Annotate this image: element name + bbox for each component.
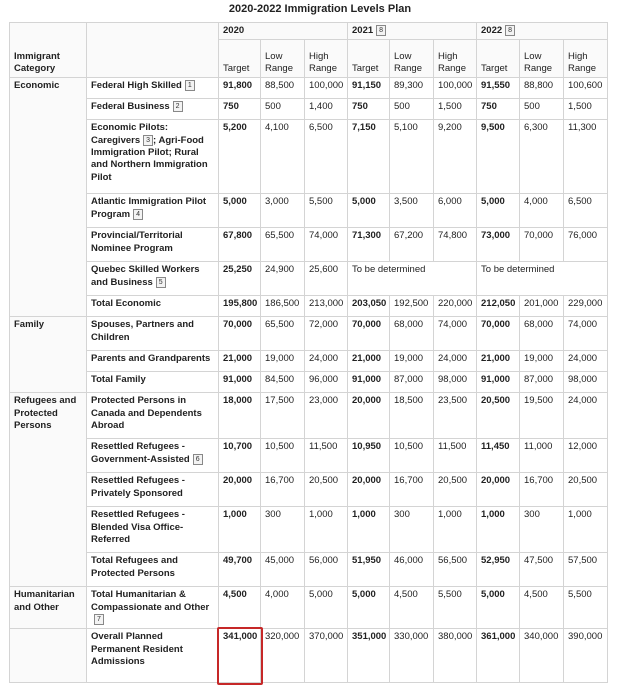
value-cell: 1,400 <box>305 99 348 120</box>
table-row <box>10 194 608 228</box>
table-row <box>10 393 608 439</box>
value-cell: 91,000 <box>477 372 520 393</box>
table-row <box>10 296 608 317</box>
value-cell: 6,300 <box>520 120 564 194</box>
value-cell: 6,500 <box>305 120 348 194</box>
value-cell: 213,000 <box>305 296 348 317</box>
row-label <box>87 553 219 587</box>
value-cell: 5,000 <box>348 587 390 629</box>
row-label <box>87 99 219 120</box>
value-cell: 10,500 <box>390 439 434 473</box>
value-cell: 65,500 <box>261 317 305 351</box>
header-subcolumn: Low Range <box>390 40 434 78</box>
value-cell: 98,000 <box>564 372 608 393</box>
overall-value-cell: 330,000 <box>390 629 434 683</box>
footnote-ref: 4 <box>133 209 143 220</box>
value-cell: 1,000 <box>564 507 608 553</box>
table-row <box>10 351 608 372</box>
value-cell: 5,000 <box>219 194 261 228</box>
value-cell: 1,000 <box>348 507 390 553</box>
overall-value-cell: 390,000 <box>564 629 608 683</box>
header-subcolumn: Target <box>348 40 390 78</box>
row-label <box>87 439 219 473</box>
value-cell: 91,000 <box>348 372 390 393</box>
row-label <box>87 507 219 553</box>
value-cell: 21,000 <box>348 351 390 372</box>
value-cell: 57,500 <box>564 553 608 587</box>
value-cell: 100,600 <box>564 78 608 99</box>
value-cell: 25,600 <box>305 262 348 296</box>
value-cell: 6,000 <box>434 194 477 228</box>
value-cell: 91,800 <box>219 78 261 99</box>
tbd-cell: To be determined <box>348 262 477 296</box>
value-cell: 16,700 <box>390 473 434 507</box>
row-label-text: Quebec Skilled Workers and Business <box>91 264 200 288</box>
value-cell: 21,000 <box>477 351 520 372</box>
value-cell: 5,000 <box>305 587 348 629</box>
row-label <box>87 228 219 262</box>
value-cell: 20,500 <box>564 473 608 507</box>
value-cell: 74,800 <box>434 228 477 262</box>
value-cell: 4,000 <box>520 194 564 228</box>
table-row <box>10 99 608 120</box>
value-cell: 19,000 <box>390 351 434 372</box>
value-cell: 73,000 <box>477 228 520 262</box>
category-cell: Economic <box>10 78 87 317</box>
table-row <box>10 262 608 296</box>
value-cell: 51,950 <box>348 553 390 587</box>
value-cell: 11,300 <box>564 120 608 194</box>
table-row <box>10 439 608 473</box>
value-cell: 76,000 <box>564 228 608 262</box>
header-year <box>219 23 348 40</box>
value-cell: 220,000 <box>434 296 477 317</box>
overall-value-cell: 370,000 <box>305 629 348 683</box>
value-cell: 67,800 <box>219 228 261 262</box>
value-cell: 300 <box>520 507 564 553</box>
footnote-ref: 5 <box>156 277 166 288</box>
row-label-text: Total Family <box>91 374 146 386</box>
value-cell: 20,000 <box>348 473 390 507</box>
table-row <box>10 473 608 507</box>
row-label-text: Spouses, Partners and Children <box>91 319 194 343</box>
footnote-ref: 2 <box>173 101 183 112</box>
value-cell: 4,100 <box>261 120 305 194</box>
value-cell: 7,150 <box>348 120 390 194</box>
value-cell: 74,000 <box>434 317 477 351</box>
value-cell: 46,000 <box>390 553 434 587</box>
value-cell: 89,300 <box>390 78 434 99</box>
year-label: 2021 <box>352 25 374 36</box>
value-cell: 9,200 <box>434 120 477 194</box>
value-cell: 6,500 <box>564 194 608 228</box>
overall-value-cell: 341,000 <box>219 629 261 683</box>
value-cell: 1,000 <box>434 507 477 553</box>
value-cell: 10,500 <box>261 439 305 473</box>
value-cell: 750 <box>477 99 520 120</box>
value-cell: 25,250 <box>219 262 261 296</box>
table-row <box>10 317 608 351</box>
value-cell: 67,200 <box>390 228 434 262</box>
value-cell: 195,800 <box>219 296 261 317</box>
value-cell: 49,700 <box>219 553 261 587</box>
value-cell: 5,200 <box>219 120 261 194</box>
row-label <box>87 473 219 507</box>
value-cell: 201,000 <box>520 296 564 317</box>
value-cell: 70,000 <box>348 317 390 351</box>
value-cell: 1,000 <box>219 507 261 553</box>
value-cell: 9,500 <box>477 120 520 194</box>
value-cell: 500 <box>520 99 564 120</box>
header-year <box>477 23 608 40</box>
value-cell: 4,000 <box>261 587 305 629</box>
table-row <box>10 587 608 629</box>
value-cell: 87,000 <box>390 372 434 393</box>
value-cell: 45,000 <box>261 553 305 587</box>
value-cell: 21,000 <box>219 351 261 372</box>
value-cell: 24,900 <box>261 262 305 296</box>
value-cell: 192,500 <box>390 296 434 317</box>
value-cell: 11,500 <box>305 439 348 473</box>
value-cell: 56,500 <box>434 553 477 587</box>
value-cell: 300 <box>390 507 434 553</box>
value-cell: 91,150 <box>348 78 390 99</box>
category-cell: Humanitarian and Other <box>10 587 87 629</box>
header-subcolumn: Target <box>219 40 261 78</box>
row-label-text: Resettled Refugees - Privately Sponsored <box>91 475 185 499</box>
value-cell: 20,500 <box>477 393 520 439</box>
header-subcolumn: High Range <box>305 40 348 78</box>
value-cell: 65,500 <box>261 228 305 262</box>
value-cell: 68,000 <box>520 317 564 351</box>
overall-value-cell: 380,000 <box>434 629 477 683</box>
value-cell: 300 <box>261 507 305 553</box>
header-year <box>348 23 477 40</box>
header-immigrant-category: Immigrant Category <box>10 23 87 78</box>
value-cell: 68,000 <box>390 317 434 351</box>
row-label <box>87 262 219 296</box>
value-cell: 5,500 <box>305 194 348 228</box>
row-label <box>87 296 219 317</box>
row-label-text: Federal High Skilled <box>91 80 182 92</box>
row-label-text: Total Refugees and Protected Persons <box>91 555 178 579</box>
value-cell: 18,000 <box>219 393 261 439</box>
value-cell: 5,500 <box>434 587 477 629</box>
value-cell: 12,000 <box>564 439 608 473</box>
value-cell: 70,000 <box>520 228 564 262</box>
value-cell: 1,000 <box>477 507 520 553</box>
value-cell: 74,000 <box>564 317 608 351</box>
value-cell: 4,500 <box>520 587 564 629</box>
value-cell: 11,450 <box>477 439 520 473</box>
value-cell: 87,000 <box>520 372 564 393</box>
row-label-text: Federal Business <box>91 101 170 113</box>
table-row <box>10 78 608 99</box>
value-cell: 23,000 <box>305 393 348 439</box>
footnote-ref: 8 <box>376 25 386 36</box>
table-row <box>10 228 608 262</box>
value-cell: 47,500 <box>520 553 564 587</box>
value-cell: 100,000 <box>434 78 477 99</box>
value-cell: 11,000 <box>520 439 564 473</box>
value-cell: 100,000 <box>305 78 348 99</box>
value-cell: 186,500 <box>261 296 305 317</box>
value-cell: 5,100 <box>390 120 434 194</box>
value-cell: 16,700 <box>261 473 305 507</box>
category-cell-empty <box>10 629 87 683</box>
overall-value-cell: 361,000 <box>477 629 520 683</box>
table-title: 2020-2022 Immigration Levels Plan <box>228 3 412 15</box>
value-cell: 20,000 <box>348 393 390 439</box>
row-label <box>87 351 219 372</box>
value-cell: 24,000 <box>434 351 477 372</box>
row-label <box>87 78 219 99</box>
value-cell: 16,700 <box>520 473 564 507</box>
value-cell: 56,000 <box>305 553 348 587</box>
category-cell: Refugees and Protected Persons <box>10 393 87 587</box>
value-cell: 52,950 <box>477 553 520 587</box>
row-label-text: Economic Pilots: Caregivers <box>91 122 169 146</box>
tbd-cell: To be determined <box>477 262 608 296</box>
row-label <box>87 317 219 351</box>
table-row <box>10 120 608 194</box>
value-cell: 23,500 <box>434 393 477 439</box>
footnote-ref: 1 <box>185 80 195 91</box>
value-cell: 24,000 <box>564 393 608 439</box>
table-row <box>10 372 608 393</box>
header-subcolumn: Target <box>477 40 520 78</box>
row-label <box>87 194 219 228</box>
value-cell: 20,500 <box>305 473 348 507</box>
value-cell: 24,000 <box>305 351 348 372</box>
value-cell: 20,000 <box>219 473 261 507</box>
row-label-text-cont: ; Agri-Food Immigration Pilot; Rural and Northern Immigration Pilot <box>91 134 208 183</box>
value-cell: 18,500 <box>390 393 434 439</box>
overall-label: Overall Planned Permanent Resident Admissions <box>87 629 219 683</box>
row-label-text: Protected Persons in Canada and Dependents Abroad <box>91 395 202 432</box>
header-blank <box>87 23 219 78</box>
row-label-text: Total Economic <box>91 298 162 310</box>
value-cell: 72,000 <box>305 317 348 351</box>
value-cell: 203,050 <box>348 296 390 317</box>
row-label <box>87 587 219 629</box>
value-cell: 84,500 <box>261 372 305 393</box>
footnote-ref: 7 <box>94 614 104 625</box>
row-label <box>87 393 219 439</box>
row-label <box>87 372 219 393</box>
value-cell: 750 <box>219 99 261 120</box>
row-label <box>87 120 219 194</box>
table-row-overall <box>10 629 608 683</box>
value-cell: 1,500 <box>564 99 608 120</box>
header-subcolumn: High Range <box>434 40 477 78</box>
value-cell: 212,050 <box>477 296 520 317</box>
value-cell: 20,500 <box>434 473 477 507</box>
header-subcolumn: High Range <box>564 40 608 78</box>
value-cell: 4,500 <box>219 587 261 629</box>
value-cell: 750 <box>348 99 390 120</box>
value-cell: 70,000 <box>219 317 261 351</box>
value-cell: 11,500 <box>434 439 477 473</box>
value-cell: 5,500 <box>564 587 608 629</box>
value-cell: 88,500 <box>261 78 305 99</box>
value-cell: 96,000 <box>305 372 348 393</box>
value-cell: 74,000 <box>305 228 348 262</box>
value-cell: 98,000 <box>434 372 477 393</box>
value-cell: 88,800 <box>520 78 564 99</box>
value-cell: 5,000 <box>477 587 520 629</box>
immigration-levels-table <box>9 22 608 683</box>
value-cell: 91,550 <box>477 78 520 99</box>
overall-value-cell: 340,000 <box>520 629 564 683</box>
value-cell: 1,500 <box>434 99 477 120</box>
row-label-text: Provincial/Territorial Nominee Program <box>91 230 183 254</box>
value-cell: 91,000 <box>219 372 261 393</box>
footnote-ref: 6 <box>193 454 203 465</box>
year-label: 2022 <box>481 25 503 36</box>
year-label: 2020 <box>223 25 245 36</box>
row-label-text: Resettled Refugees - Government-Assisted <box>91 441 190 465</box>
category-cell: Family <box>10 317 87 393</box>
value-cell: 19,500 <box>520 393 564 439</box>
value-cell: 4,500 <box>390 587 434 629</box>
row-label-text: Atlantic Immigration Pilot Program <box>91 196 207 220</box>
value-cell: 24,000 <box>564 351 608 372</box>
value-cell: 3,000 <box>261 194 305 228</box>
value-cell: 1,000 <box>305 507 348 553</box>
overall-value-cell: 351,000 <box>348 629 390 683</box>
value-cell: 17,500 <box>261 393 305 439</box>
value-cell: 500 <box>261 99 305 120</box>
value-cell: 10,700 <box>219 439 261 473</box>
value-cell: 10,950 <box>348 439 390 473</box>
value-cell: 3,500 <box>390 194 434 228</box>
value-cell: 19,000 <box>261 351 305 372</box>
value-cell: 5,000 <box>348 194 390 228</box>
row-label-text: Parents and Grandparents <box>91 353 211 365</box>
value-cell: 500 <box>390 99 434 120</box>
value-cell: 70,000 <box>477 317 520 351</box>
row-label-text: Resettled Refugees - Blended Visa Office-Referred <box>91 509 185 546</box>
row-label-text: Total Humanitarian & Compassionate and Other <box>91 589 210 613</box>
table-row <box>10 507 608 553</box>
header-subcolumn: Low Range <box>261 40 305 78</box>
header-subcolumn: Low Range <box>520 40 564 78</box>
value-cell: 71,300 <box>348 228 390 262</box>
table-row <box>10 553 608 587</box>
value-cell: 20,000 <box>477 473 520 507</box>
value-cell: 19,000 <box>520 351 564 372</box>
footnote-ref: 8 <box>505 25 515 36</box>
value-cell: 229,000 <box>564 296 608 317</box>
footnote-ref: 3 <box>143 135 153 146</box>
overall-value-cell: 320,000 <box>261 629 305 683</box>
value-cell: 5,000 <box>477 194 520 228</box>
